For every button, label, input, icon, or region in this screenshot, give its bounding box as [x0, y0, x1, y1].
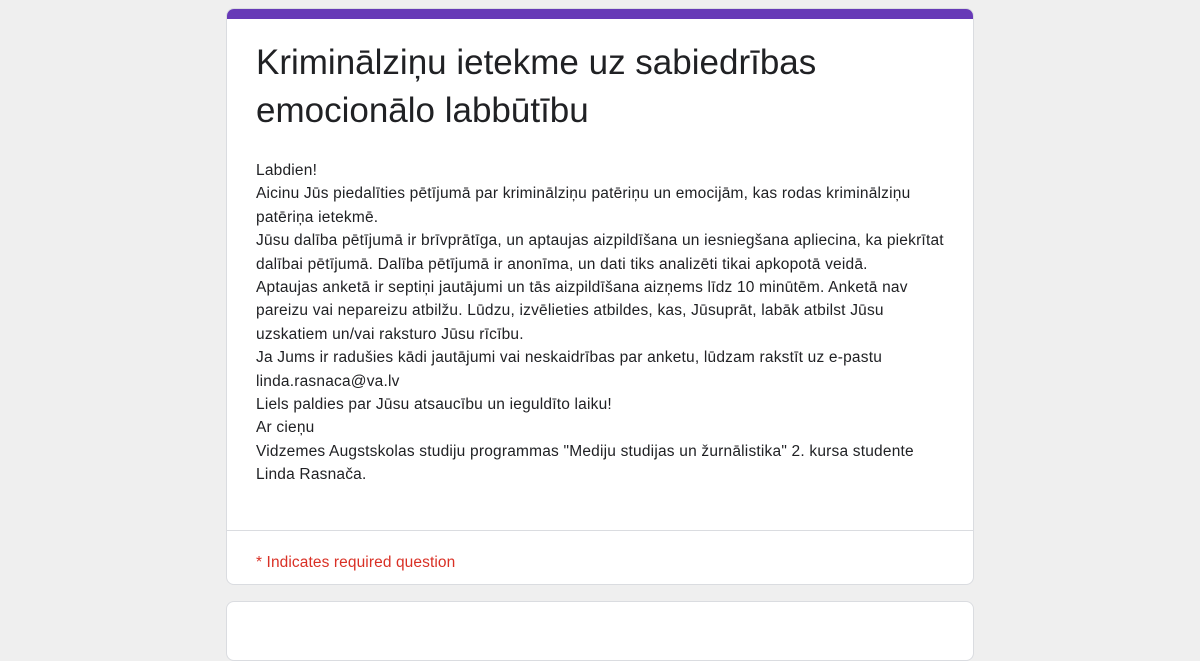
next-question-card [226, 601, 974, 661]
description-line: Ar cieņu [256, 419, 315, 437]
form-title: Kriminālziņu ietekme uz sabiedrības emocionālo labbūtību [256, 43, 817, 130]
description-line: Aicinu Jūs piedalīties pētījumā par kriminālziņu patēriņu un emocijām, kas rodas kriminālziņu patēriņa ietekmē. [256, 185, 915, 226]
description-line: Jūsu dalība pētījumā ir brīvprātīga, un aptaujas aizpildīšana un iesniegšana apliecina, ka piekrītat dalībai pētījumā. Dalība pētījumā ir anonīma, un dati tiks analizēti tikai apkopotā veidā. [256, 232, 949, 273]
form-accent-bar [227, 9, 973, 19]
description-line: Ja Jums ir radušies kādi jautājumi vai neskaidrības par anketu, lūdzam rakstīt uz e-pastu linda.rasnaca@va.lv [256, 349, 887, 390]
header-divider [227, 530, 973, 531]
description-line: Vidzemes Augstskolas studiju programmas "Mediju studijas un žurnālistika" 2. kursa studente Linda Rasnača. [256, 442, 919, 484]
description-line: Labdien! [256, 162, 318, 179]
description-line: Liels paldies par Jūsu atsaucību un ieguldīto laiku! [256, 396, 612, 414]
required-question-note: * Indicates required question [256, 554, 456, 571]
form-header-card [226, 8, 974, 585]
description-line: Aptaujas anketā ir septiņi jautājumi un tās aizpildīšana aizņems līdz 10 minūtēm. Anketā nav pareizu vai nepareizu atbilžu. Lūdzu, izvēlieties atbildes, kas, Jūsuprāt, labāk atbilst Jūsu uzskatiem un/vai raksturo Jūsu rīcību. [256, 279, 913, 343]
form-description [256, 159, 951, 487]
